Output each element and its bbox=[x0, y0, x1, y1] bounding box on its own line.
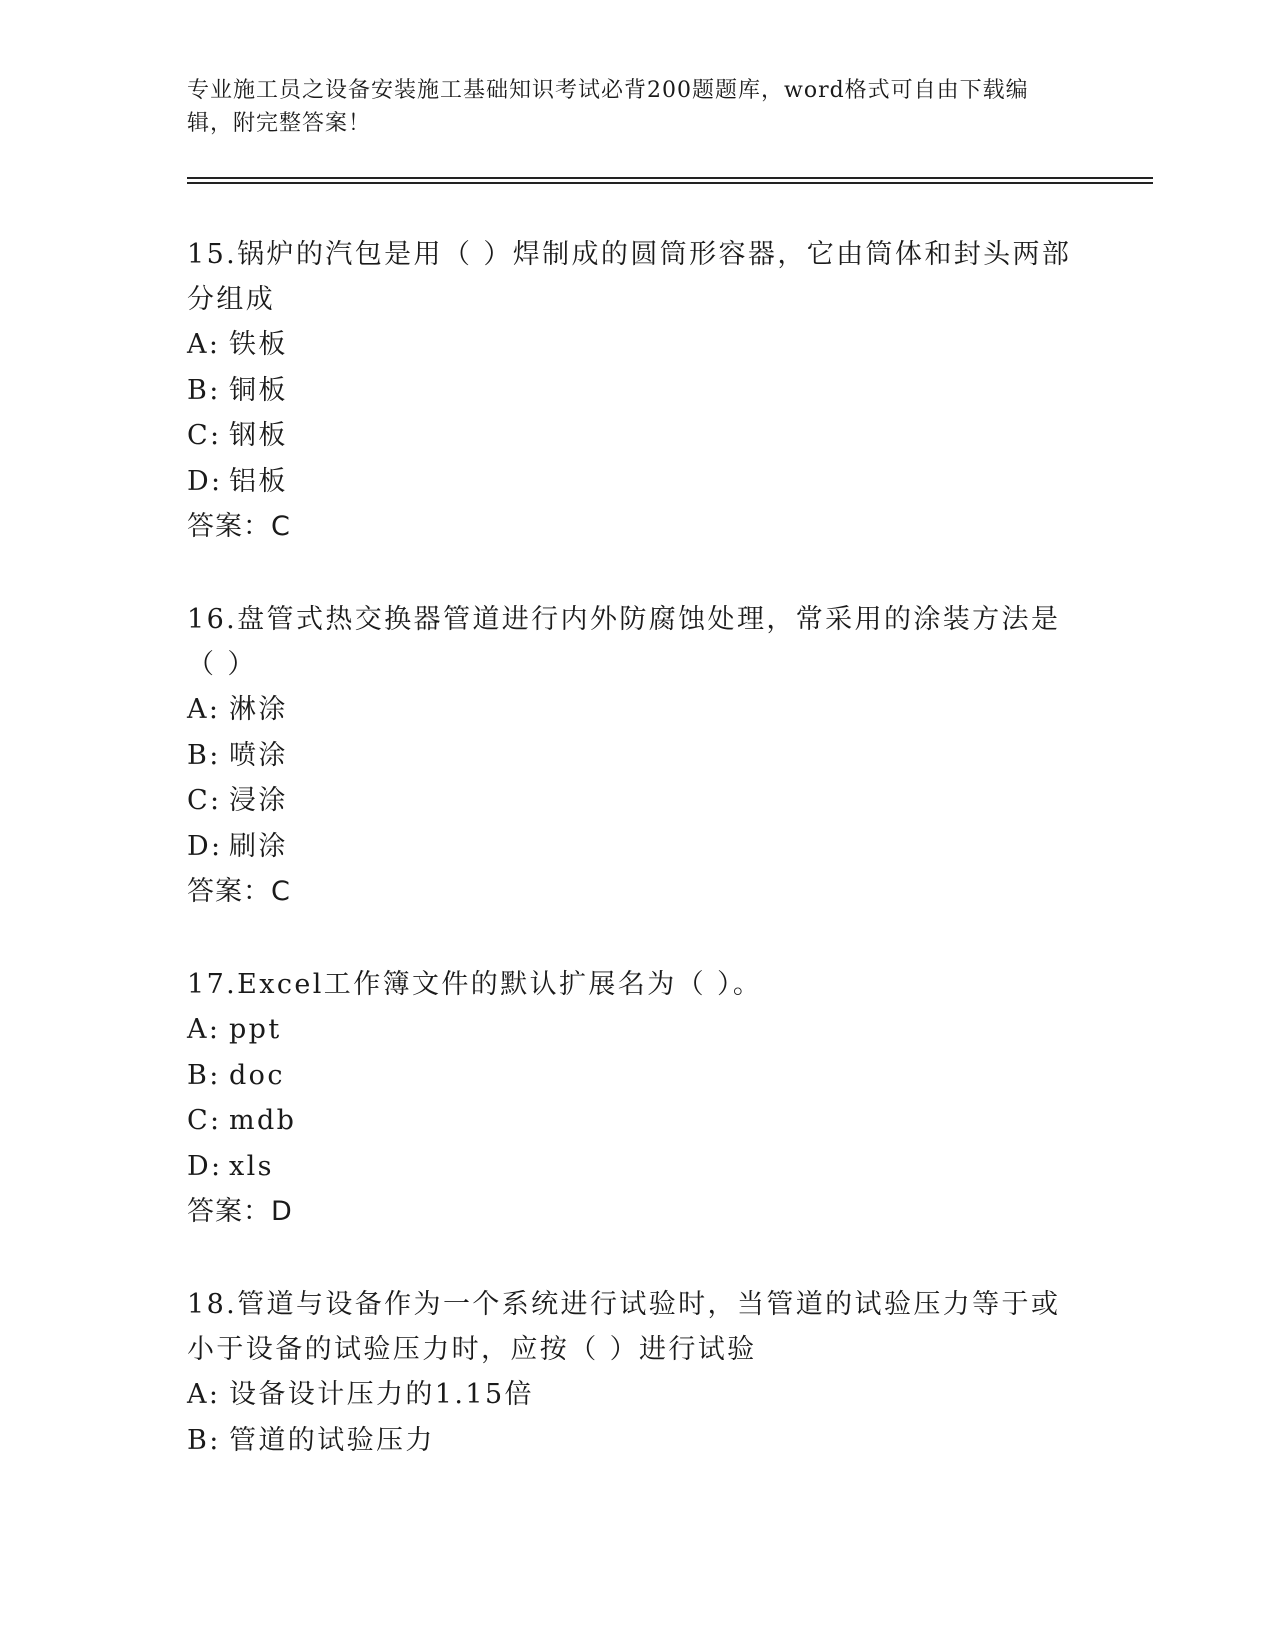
option-c bbox=[187, 413, 1087, 459]
question-title: 18.管道与设备作为一个系统进行试验时，当管道的试验压力等于或小于设备的试验压力时，应按（ ）进行试验 bbox=[187, 1289, 1061, 1365]
option-b bbox=[187, 1053, 1087, 1099]
option-a bbox=[187, 1007, 1087, 1053]
option-d bbox=[187, 459, 1087, 505]
option-text: 淋涂 bbox=[229, 694, 288, 725]
question-title: 17.Excel工作簿文件的默认扩展名为（ ）。 bbox=[187, 969, 763, 1000]
option-text: 管道的试验压力 bbox=[229, 1424, 435, 1456]
question-title: 15.锅炉的汽包是用（ ）焊制成的圆筒形容器，它由筒体和封头两部分组成 bbox=[187, 239, 1072, 315]
option-b bbox=[187, 733, 1087, 779]
option-c bbox=[187, 778, 1087, 824]
question-list bbox=[187, 232, 1087, 1510]
option-text: 喷涂 bbox=[229, 739, 288, 771]
header-divider-bottom bbox=[187, 182, 1153, 184]
option-text: 浸涂 bbox=[229, 785, 288, 816]
question-17 bbox=[187, 962, 1087, 1235]
answer-label: 答案：C bbox=[187, 876, 291, 907]
answer-label: 答案：D bbox=[187, 1196, 293, 1227]
header-divider-top bbox=[187, 177, 1153, 179]
document-header: 专业施工员之设备安装施工基础知识考试必背200题题库，word格式可自由下载编辑，附完整答案！ bbox=[187, 78, 1029, 136]
option-text: 铝板 bbox=[229, 465, 288, 497]
option-a bbox=[187, 1372, 1087, 1418]
option-text: mdb bbox=[229, 1105, 297, 1136]
question-15 bbox=[187, 232, 1087, 550]
option-b bbox=[187, 1418, 1087, 1464]
option-a bbox=[187, 322, 1087, 368]
option-letter: A: bbox=[187, 694, 221, 725]
option-letter: B: bbox=[187, 1424, 221, 1456]
option-letter: D: bbox=[187, 1150, 223, 1182]
option-text: doc bbox=[229, 1059, 285, 1091]
option-d bbox=[187, 1144, 1087, 1190]
option-letter: A: bbox=[187, 1014, 221, 1045]
option-text: 刷涂 bbox=[229, 830, 288, 862]
option-letter: B: bbox=[187, 739, 221, 771]
option-letter: B: bbox=[187, 1059, 221, 1091]
option-letter: C: bbox=[187, 420, 222, 451]
option-letter: A: bbox=[187, 329, 221, 360]
question-16 bbox=[187, 597, 1087, 915]
option-c bbox=[187, 1098, 1087, 1144]
question-title: 16.盘管式热交换器管道进行内外防腐蚀处理，常采用的涂装方法是（ ） bbox=[187, 604, 1061, 680]
option-text: 铁板 bbox=[229, 329, 288, 360]
option-letter: A: bbox=[187, 1379, 221, 1410]
answer-label: 答案：C bbox=[187, 511, 291, 542]
option-letter: D: bbox=[187, 465, 223, 497]
option-letter: C: bbox=[187, 785, 222, 816]
option-text: 钢板 bbox=[229, 420, 288, 451]
option-letter: C: bbox=[187, 1105, 222, 1136]
option-text: ppt bbox=[229, 1014, 282, 1045]
question-18 bbox=[187, 1282, 1087, 1463]
option-d bbox=[187, 824, 1087, 870]
option-text: 铜板 bbox=[229, 374, 288, 406]
option-a bbox=[187, 687, 1087, 733]
option-letter: D: bbox=[187, 830, 223, 862]
option-letter: B: bbox=[187, 374, 221, 406]
option-text: xls bbox=[229, 1150, 274, 1182]
option-text: 设备设计压力的1.15倍 bbox=[229, 1379, 534, 1410]
option-b bbox=[187, 368, 1087, 414]
